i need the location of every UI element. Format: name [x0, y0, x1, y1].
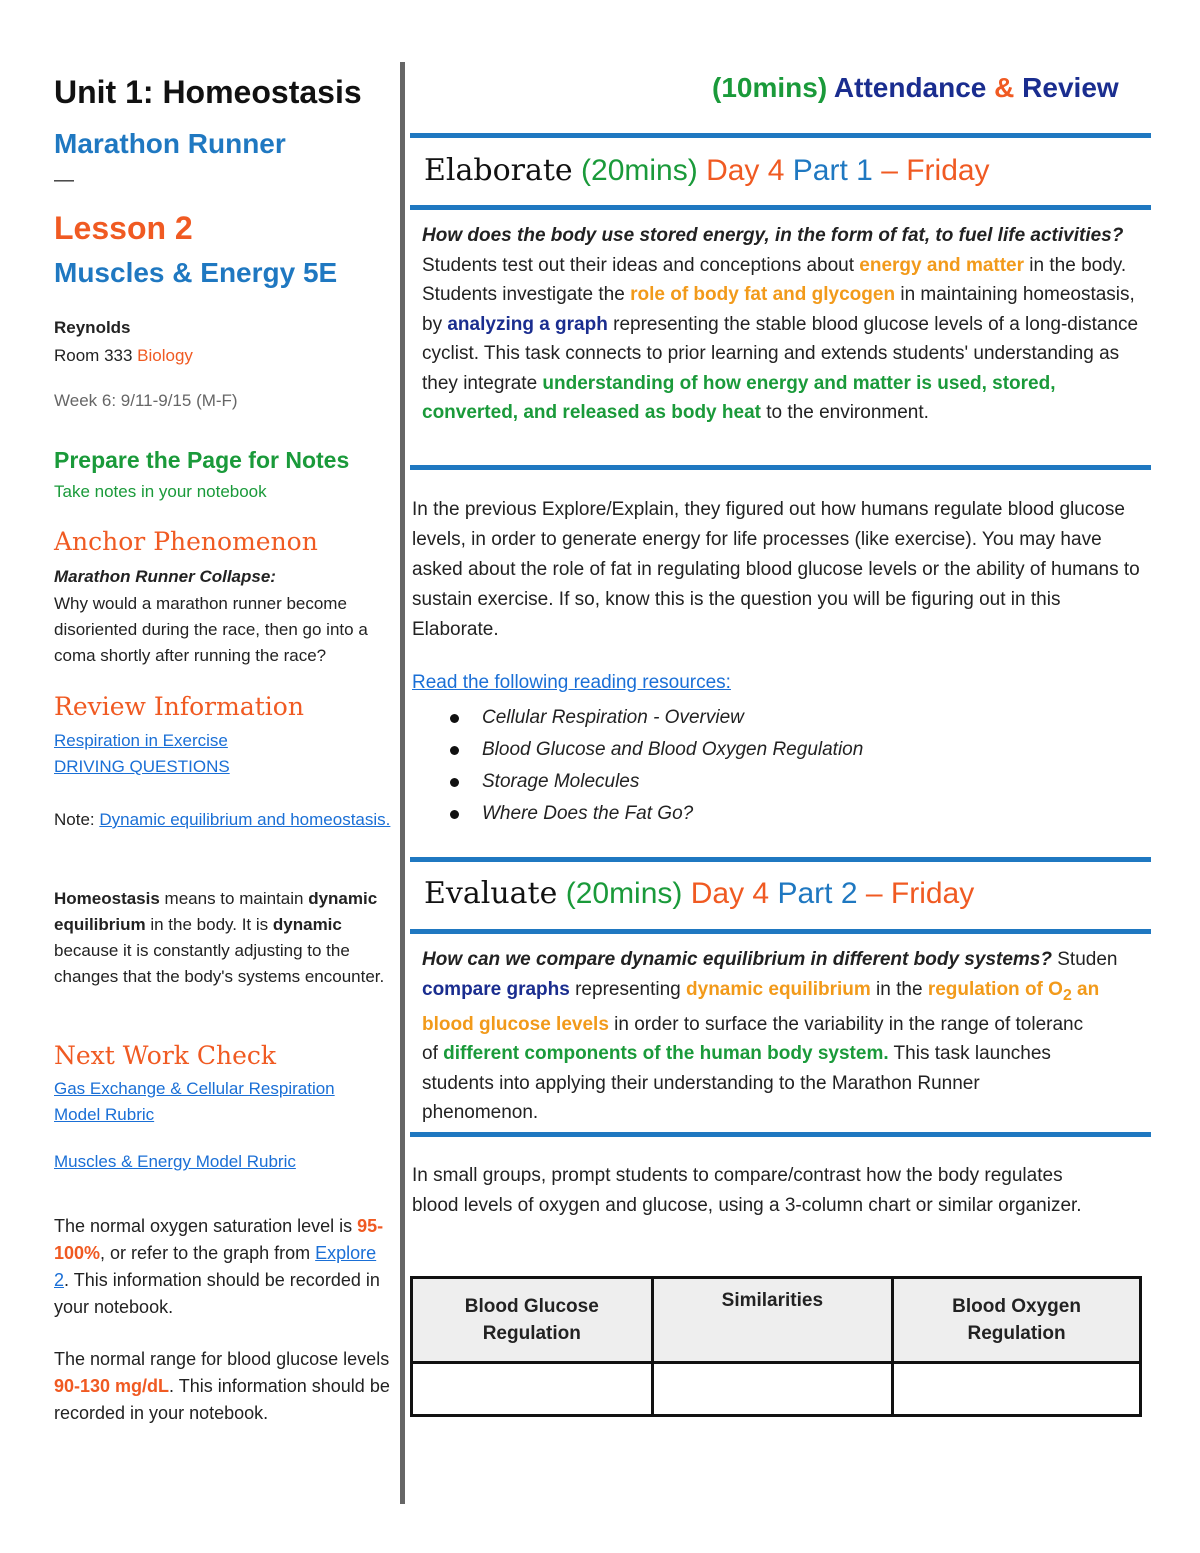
table-header-row	[412, 1278, 1141, 1363]
divider-line	[410, 929, 1151, 934]
explore-2-link[interactable]: Explore 2	[54, 1243, 377, 1290]
next-link-2-wrap	[54, 1149, 399, 1175]
divider-line	[410, 465, 1151, 470]
divider-line	[410, 857, 1151, 862]
table-cell[interactable]	[412, 1363, 653, 1416]
table-cell[interactable]	[652, 1363, 893, 1416]
divider-line	[410, 133, 1151, 138]
lesson-number: Lesson 2	[54, 210, 193, 246]
oxygen-paragraph: The normal oxygen saturation level is 95-100%, or refer to the graph from Explore 2. This information should be recorded in your notebook.	[54, 1216, 384, 1317]
review-heading: Review Information	[54, 692, 304, 721]
resource-list	[412, 704, 863, 832]
list-item: Cellular Respiration - Overview	[412, 704, 863, 736]
column-divider	[400, 62, 405, 1504]
table-row	[412, 1363, 1141, 1416]
muscles-energy-rubric-link[interactable]: Muscles & Energy Model Rubric	[54, 1152, 296, 1171]
unit-subtitle: Marathon Runner	[54, 128, 286, 159]
elaborate-heading: Elaborate (20mins) Day 4 Part 1 – Friday	[424, 153, 990, 188]
bullet-icon	[450, 714, 459, 723]
review-links	[54, 728, 399, 780]
week-info: Week 6: 9/11-9/15 (M-F)	[54, 391, 238, 410]
reading-resources-link[interactable]: Read the following reading resources:	[412, 672, 731, 693]
prepare-heading: Prepare the Page for Notes	[54, 447, 350, 473]
list-item: Where Does the Fat Go?	[412, 800, 863, 832]
attendance-heading: (10mins) Attendance & Review	[712, 72, 1119, 103]
homeostasis-definition: Homeostasis means to maintain dynamic equilibrium in the body. It is dynamic because it is constantly adjusting to the changes that the body's systems encounter.	[54, 889, 385, 986]
list-item: Storage Molecules	[412, 768, 863, 800]
next-link-1-wrap	[54, 1076, 374, 1128]
gas-exchange-rubric-link[interactable]: Gas Exchange & Cellular Respiration Model Rubric	[54, 1079, 335, 1124]
table-header-cell: Blood Oxygen Regulation	[893, 1278, 1141, 1363]
list-item: Blood Glucose and Blood Oxygen Regulation	[412, 736, 863, 768]
note-paragraph: Note: Dynamic equilibrium and homeostasis.	[54, 810, 391, 829]
comparison-table	[410, 1276, 1142, 1417]
title-dash: —	[54, 169, 74, 191]
divider-line	[410, 1132, 1151, 1137]
anchor-subheading: Marathon Runner Collapse:	[54, 567, 276, 586]
next-work-check-heading: Next Work Check	[54, 1041, 277, 1070]
respiration-exercise-link[interactable]: Respiration in Exercise	[54, 731, 228, 750]
glucose-paragraph: The normal range for blood glucose levels 90-130 mg/dL. This information should be recorded in your notebook.	[54, 1349, 390, 1423]
bullet-icon	[450, 746, 459, 755]
previous-paragraph: In the previous Explore/Explain, they figured out how humans regulate blood glucose levels, in order to generate energy for life processes (like exercise). You may have asked about the role of fat in regulating blood glucose levels or the ability of humans to sustain exercise. If so, know this is the question you will be figuring out in this Elaborate.	[412, 499, 1140, 640]
evaluate-description: How can we compare dynamic equilibrium in different body systems? Studen compare graphs representing dynamic equilibrium in the regulation of $O_2$ an blood glucose levels in order to surface the variability in the range of toleranc of different components of the human body system. This task launches students into applying their understanding to the Marathon Runner phenomenon.	[422, 949, 1118, 1124]
elaborate-description: How does the body use stored energy, in the form of fat, to fuel life activities? Students test out their ideas and conceptions about energy and matter in the body. Students investigate the role of body fat and glycogen in maintaining homeostasis, by analyzing a graph representing the stable blood glucose levels of a long-distance cyclist. This task connects to prior learning and extends students' understanding as they integrate understanding of how energy and matter is used, stored, converted, and released as body heat to the environment.	[422, 225, 1139, 423]
anchor-question: Why would a marathon runner become disoriented during the race, then go into a coma shortly after running the race?	[54, 594, 368, 665]
unit-title: Unit 1: Homeostasis	[54, 74, 362, 110]
table-header-cell: Similarities	[652, 1278, 893, 1363]
teacher-name: Reynolds	[54, 318, 131, 337]
dynamic-equilibrium-link[interactable]: Dynamic equilibrium and homeostasis.	[99, 810, 391, 829]
evaluate-heading: Evaluate (20mins) Day 4 Part 2 – Friday	[424, 876, 975, 911]
anchor-heading: Anchor Phenomenon	[54, 527, 318, 556]
bullet-icon	[450, 810, 459, 819]
prepare-text: Take notes in your notebook	[54, 482, 267, 501]
divider-line	[410, 205, 1151, 210]
room-info: Room 333 Biology	[54, 346, 193, 365]
lesson-topic: Muscles & Energy 5E	[54, 257, 338, 288]
table-header-cell: Blood Glucose Regulation	[412, 1278, 653, 1363]
driving-questions-link[interactable]: DRIVING QUESTIONS	[54, 757, 230, 776]
reading-resources-wrap	[412, 672, 731, 694]
bullet-icon	[450, 778, 459, 787]
small-groups-paragraph: In small groups, prompt students to compare/contrast how the body regulates blood levels of oxygen and glucose, using a 3-column chart or similar organizer.	[412, 1165, 1082, 1216]
table-cell[interactable]	[893, 1363, 1141, 1416]
